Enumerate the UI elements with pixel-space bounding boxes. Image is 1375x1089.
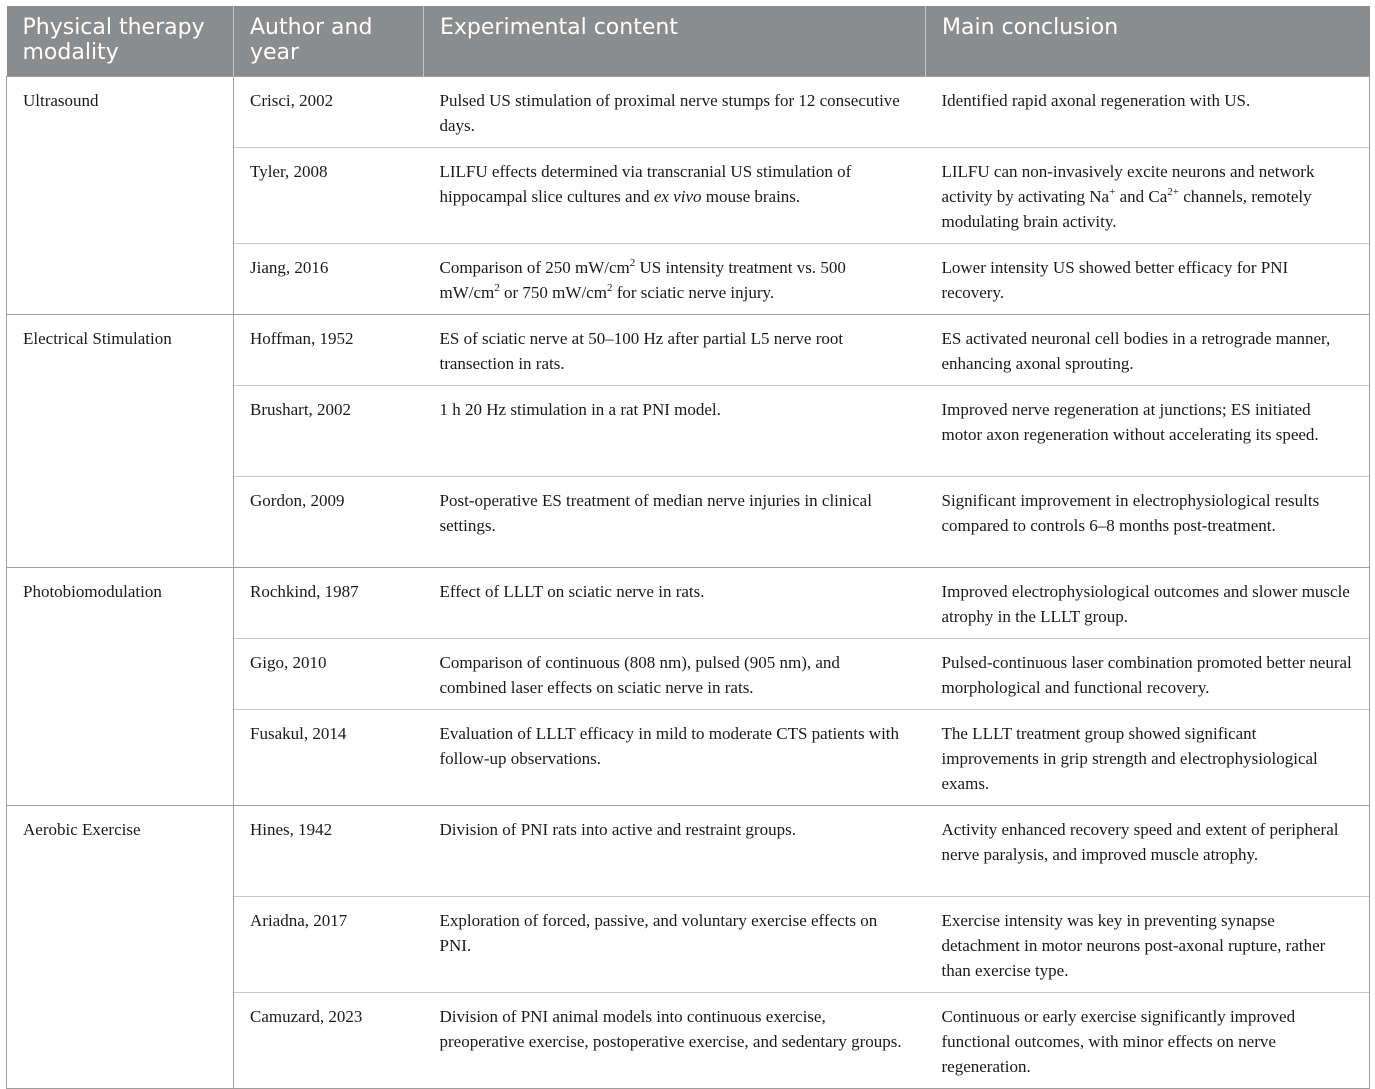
author-cell: Crisci, 2002 [234,77,424,148]
modality-cell: Photobiomodulation [7,568,234,639]
header-experimental-content: Experimental content [424,6,926,77]
modality-cell [7,993,234,1089]
table-row [7,77,1370,148]
conclusion-cell: Activity enhanced recovery speed and extent of peripheral nerve paralysis, and improved muscle atrophy. [926,806,1370,897]
conclusion-cell: LILFU can non-invasively excite neurons and network activity by activating Na+ and $Ca^{2+}$ channels, remotely modulating brain activity. [926,148,1370,244]
conclusion-cell: ES activated neuronal cell bodies in a retrograde manner, enhancing axonal sprouting. [926,315,1370,386]
table-row [7,315,1370,386]
modality-cell [7,710,234,806]
author-cell: Gordon, 2009 [234,477,424,568]
author-cell: Ariadna, 2017 [234,897,424,993]
therapy-table [6,6,1370,1089]
conclusion-cell: Exercise intensity was key in preventing synapse detachment in motor neurons post-axonal rupture, rather than exercise type. [926,897,1370,993]
header-modality: Physical therapy modality [7,6,234,77]
table-row [7,386,1370,477]
conclusion-cell: Lower intensity US showed better efficacy for PNI recovery. [926,244,1370,315]
table-row [7,993,1370,1089]
table-row [7,568,1370,639]
conclusion-cell: The LLLT treatment group showed significant improvements in grip strength and electrophysiological exams. [926,710,1370,806]
table-row [7,710,1370,806]
content-cell: Exploration of forced, passive, and voluntary exercise effects on PNI. [424,897,926,993]
author-cell: Tyler, 2008 [234,148,424,244]
author-cell: Hoffman, 1952 [234,315,424,386]
table-row [7,244,1370,315]
conclusion-cell: Pulsed-continuous laser combination promoted better neural morphological and functional recovery. [926,639,1370,710]
author-cell: Rochkind, 1987 [234,568,424,639]
conclusion-cell: Improved electrophysiological outcomes and slower muscle atrophy in the LLLT group. [926,568,1370,639]
author-cell: Fusakul, 2014 [234,710,424,806]
header-row [7,6,1370,77]
conclusion-cell: Identified rapid axonal regeneration with US. [926,77,1370,148]
header-author-year: Author and year [234,6,424,77]
content-cell: Pulsed US stimulation of proximal nerve stumps for 12 consecutive days. [424,77,926,148]
table-row [7,639,1370,710]
author-cell: Camuzard, 2023 [234,993,424,1089]
content-cell: LILFU effects determined via transcranial US stimulation of hippocampal slice cultures and ex vivo mouse brains. [424,148,926,244]
modality-cell [7,639,234,710]
conclusion-cell: Continuous or early exercise significantly improved functional outcomes, with minor effects on nerve regeneration. [926,993,1370,1089]
content-cell: Comparison of 250 $mW/cm^2$ US intensity treatment vs. 500 $mW/cm^2$ or 750 $mW/cm^2$ for sciatic nerve injury. [424,244,926,315]
content-cell: Evaluation of LLLT efficacy in mild to moderate CTS patients with follow-up observations. [424,710,926,806]
content-cell: Comparison of continuous (808 nm), pulsed (905 nm), and combined laser effects on sciatic nerve in rats. [424,639,926,710]
table-row [7,806,1370,897]
content-cell: Effect of LLLT on sciatic nerve in rats. [424,568,926,639]
modality-cell [7,386,234,477]
content-cell: ES of sciatic nerve at 50–100 Hz after partial L5 nerve root transection in rats. [424,315,926,386]
conclusion-cell: Improved nerve regeneration at junctions; ES initiated motor axon regeneration without accelerating its speed. [926,386,1370,477]
conclusion-cell: Significant improvement in electrophysiological results compared to controls 6–8 months post-treatment. [926,477,1370,568]
table-row [7,477,1370,568]
author-cell: Gigo, 2010 [234,639,424,710]
modality-cell: Electrical Stimulation [7,315,234,386]
modality-cell [7,244,234,315]
content-cell: Division of PNI animal models into continuous exercise, preoperative exercise, postoperative exercise, and sedentary groups. [424,993,926,1089]
content-cell: Post-operative ES treatment of median nerve injuries in clinical settings. [424,477,926,568]
modality-cell [7,148,234,244]
author-cell: Hines, 1942 [234,806,424,897]
modality-cell: Aerobic Exercise [7,806,234,897]
table-row [7,897,1370,993]
table-row [7,148,1370,244]
author-cell: Jiang, 2016 [234,244,424,315]
author-cell: Brushart, 2002 [234,386,424,477]
header-main-conclusion: Main conclusion [926,6,1370,77]
modality-cell: Ultrasound [7,77,234,148]
modality-cell [7,477,234,568]
modality-cell [7,897,234,993]
content-cell: Division of PNI rats into active and restraint groups. [424,806,926,897]
content-cell: 1 h 20 Hz stimulation in a rat PNI model. [424,386,926,477]
